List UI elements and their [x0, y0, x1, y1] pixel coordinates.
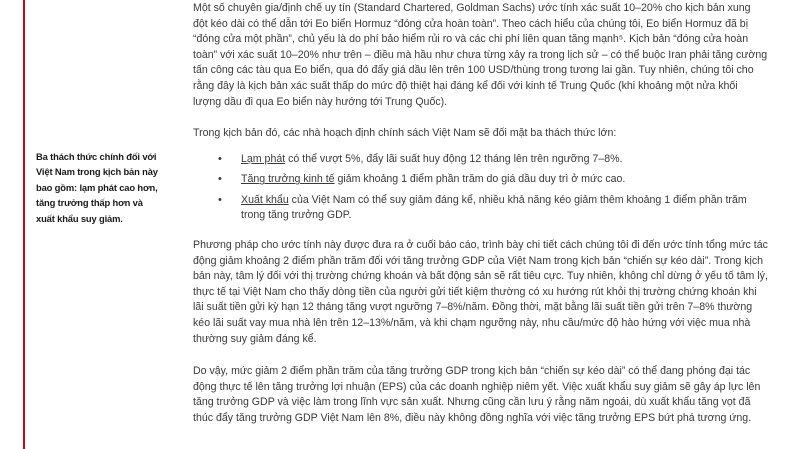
- margin-rule: [23, 0, 25, 449]
- list-item-text: có thể vượt 5%, đẩy lãi suất huy động 12 tháng lên trên ngưỡng 7–8%.: [285, 153, 623, 165]
- paragraph-intro: Một số chuyên gia/định chế uy tín (Standard Chartered, Goldman Sachs) ước tính xác suất 10–20% cho kịch bản xung đột kéo dài có thể dẫn tới Eo biển Hormuz “đóng cửa hoàn toàn”. Theo cách hiểu của chúng tôi, Eo biển Hormuz đã bị “đóng cửa một phần”, chủ yếu là do phí bảo hiểm rủi ro và các chi phí liên quan tăng mạnh⁵. Kịch bản “đóng cửa hoàn toàn” với xác suất 10–20% như trên – điều mà hầu như chưa từng xảy ra trong lịch sử – có thể buộc Iran phải tăng cường tấn công các tàu qua Eo biển, qua đó đẩy giá dầu lên trên 100 USD/thùng trong tương lai gần. Tuy nhiên, chúng tôi cho rằng đây là kịch bản xác suất thấp do mức độ thiệt hại đáng kể đối với kinh tế Trung Quốc (khi khoảng một nửa khối lượng dầu đi qua Eo biển này hướng tới Trung Quốc).: [193, 2, 768, 108]
- term-inflation: Lạm phát: [241, 153, 286, 165]
- list-item-growth: [193, 172, 773, 188]
- challenges-list: [193, 152, 773, 229]
- paragraph-conclusion: Do vậy, mức giảm 2 điểm phần trăm của tăng trưởng GDP trong kịch bản “chiến sự kéo dài” có thể đang phóng đại tác động thực tế lên tăng trưởng lợi nhuận (EPS) của các doanh nghiệp niêm yết. Việc xuất khẩu suy giảm sẽ gây áp lực lên tăng trưởng GDP và việc làm trong lĩnh vực sản xuất. Nhưng cũng cần lưu ý rằng năm ngoái, dù xuất khẩu tăng vọt đã thúc đẩy tăng trưởng GDP Việt Nam lên 8%, điều này không đồng nghĩa với việc tăng trưởng EPS bứt phá tương ứng.: [193, 365, 761, 424]
- paragraph-challenges-lead: Trong kịch bản đó, các nhà hoạch định chính sách Việt Nam sẽ đối mặt ba thách thức lớn:: [193, 127, 617, 139]
- list-item-exports: [193, 193, 773, 224]
- bullet-icon: •: [218, 153, 222, 165]
- list-item-text: của Việt Nam có thể suy giảm đáng kể, nhiều khả năng kéo giảm thêm khoảng 1 điểm phần trăm trong tăng trưởng GDP.: [241, 193, 747, 222]
- sidebar-callout: Ba thách thức chính đối với Việt Nam trong kịch bản này bao gồm: lạm phát cao hơn, tăng trưởng thấp hơn và xuất khẩu suy giảm.: [36, 151, 158, 224]
- term-growth: Tăng trưởng kinh tế: [241, 173, 335, 186]
- list-item-text: giảm khoảng 1 điểm phần trăm do giá dầu duy trì ở mức cao.: [334, 173, 626, 186]
- bullet-icon: •: [218, 173, 222, 186]
- paragraph-methodology: Phương pháp cho ước tính này được đưa ra ở cuối báo cáo, trình bày chi tiết cách chúng tôi đi đến ước tính tổng mức tác động giảm khoảng 2 điểm phần trăm đối với tăng trưởng GDP của Việt Nam trong kịch bản “chiến sự kéo dài”. Trong kịch bản này, tâm lý đối với thị trường chứng khoán và bất động sản sẽ rất tiêu cực. Tuy nhiên, không chỉ dừng ở yếu tố tâm lý, thực tế tại Việt Nam cho thấy dòng tiền của người gửi tiết kiệm thường có xu hướng rút khỏi thị trường chứng khoán khi lãi suất tiền gửi kỳ hạn 12 tháng tăng vượt ngưỡng 7–8%/năm. Đồng thời, mặt bằng lãi suất tiền gửi trên 7–8% thường kéo lãi suất vay mua nhà lên trên 12–13%/năm, và khi chạm ngưỡng này, nhu cầu/mức độ hào hứng với việc mua nhà thường suy giảm đáng kể.: [193, 239, 768, 345]
- term-exports: Xuất khẩu: [241, 193, 289, 206]
- list-item-inflation: [193, 152, 773, 168]
- bullet-icon: •: [218, 193, 222, 206]
